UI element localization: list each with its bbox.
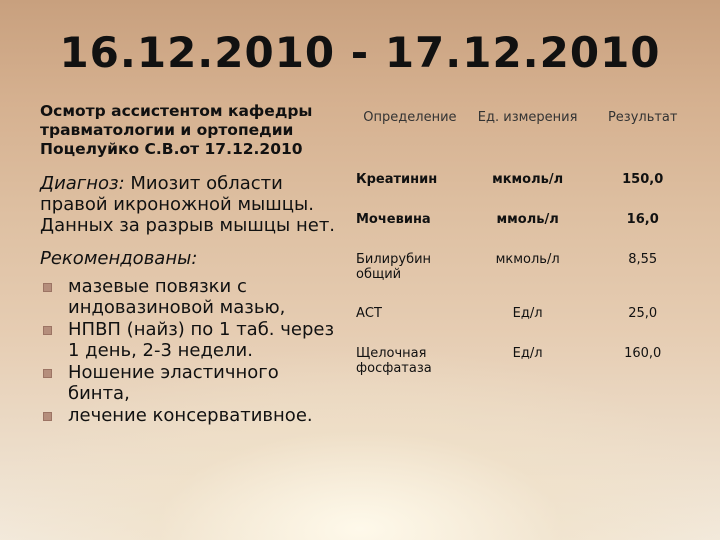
table-cell: мкмоль/л bbox=[495, 252, 560, 267]
table-cell: Билирубин общий bbox=[356, 252, 432, 282]
table-cell: АСТ bbox=[356, 306, 382, 321]
diagnosis bbox=[40, 173, 340, 236]
table-cell: Ед/л bbox=[512, 306, 543, 321]
table-cell: Ед/л bbox=[512, 346, 543, 361]
bullet-square-icon bbox=[43, 283, 52, 292]
table-row bbox=[340, 340, 700, 394]
recommendations-list bbox=[40, 276, 340, 426]
bullet-square-icon bbox=[43, 326, 52, 335]
table-cell: мкмоль/л bbox=[492, 172, 564, 187]
recommendations-label: Рекомендованы: bbox=[40, 248, 198, 269]
bullet-square-icon bbox=[43, 369, 52, 378]
table-header-row bbox=[340, 104, 700, 166]
table-cell: Щелочная фосфатаза bbox=[356, 346, 432, 376]
list-item: Ношение эластичного бинта, bbox=[40, 362, 340, 404]
list-item: мазевые повязки с индовазиновой мазью, bbox=[40, 276, 340, 318]
table-row bbox=[340, 246, 700, 300]
table-row bbox=[340, 166, 700, 206]
bullet-square-icon bbox=[43, 412, 52, 421]
header-cell: Определение bbox=[363, 110, 457, 125]
table-cell: Креатинин bbox=[356, 172, 438, 187]
table-cell: 150,0 bbox=[622, 172, 664, 187]
table-cell: 8,55 bbox=[628, 252, 658, 267]
header-cell: Результат bbox=[607, 110, 678, 125]
header-cell: Ед. измерения bbox=[477, 110, 578, 125]
diagnosis-label: Диагноз: bbox=[40, 173, 125, 194]
left-column bbox=[40, 102, 340, 427]
table-cell: Мочевина bbox=[356, 212, 431, 227]
table-cell: ммоль/л bbox=[496, 212, 559, 227]
table-row bbox=[340, 300, 700, 340]
diagnosis-text: Миозит области правой икроножной мышцы. Данных за разрыв мышцы нет. bbox=[40, 173, 336, 236]
list-item: лечение консервативное. bbox=[40, 405, 340, 426]
slide-title: 16.12.2010 - 17.12.2010 bbox=[59, 28, 661, 77]
table-cell: 16,0 bbox=[626, 212, 659, 227]
table-row bbox=[340, 206, 700, 246]
lab-results-table bbox=[340, 104, 700, 394]
table-cell: 160,0 bbox=[624, 346, 662, 361]
list-item: НПВП (найз) по 1 таб. через 1 день, 2-3 недели. bbox=[40, 319, 340, 361]
table-cell: 25,0 bbox=[628, 306, 658, 321]
exam-info: Осмотр ассистентом кафедры травматологии и ортопедии Поцелуйко С.В.от 17.12.2010 bbox=[40, 102, 313, 158]
